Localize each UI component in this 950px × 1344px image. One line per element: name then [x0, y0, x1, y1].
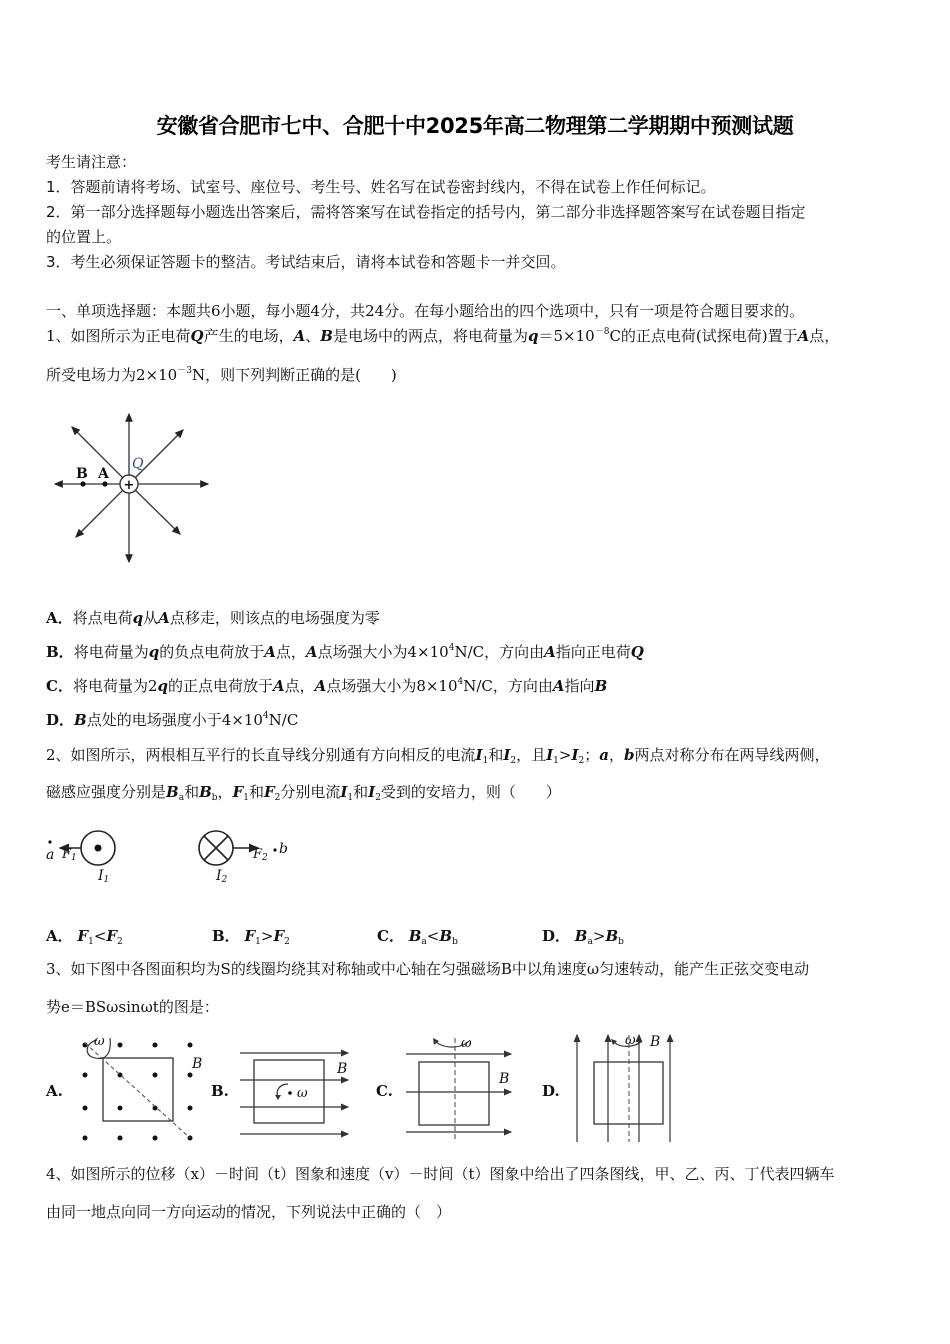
- q3-stem-line2: 势e＝BSωsinωt的图是：: [46, 998, 219, 1016]
- notice-item-1: 1．答题前请将考场、试室号、座位号、考生号、姓名写在试卷密封线内，不得在试卷上作任何标记。: [46, 178, 716, 196]
- svg-text:B: B: [337, 1061, 348, 1077]
- q4-stem-line2: 由同一地点向同一方向运动的情况，下列说法中正确的（ ）: [46, 1203, 452, 1221]
- q1-stem-line1: 1、如图所示为正电荷Q产生的电场，A、B是电场中的两点，将电荷量为$q=5\times 10^{-8}C$的正点电荷(试探电荷)置于A点，: [46, 327, 840, 345]
- svg-text:F2: F2: [253, 847, 268, 863]
- notice-heading: 考生请注意：: [46, 153, 137, 171]
- q3-figure-a: [75, 1035, 210, 1145]
- q3-figure-d: [570, 1032, 685, 1144]
- svg-text:I2: I2: [216, 868, 228, 885]
- q2-stem-line1: 2、如图所示，两根相互平行的长直导线分别通有方向相反的电流$I_1$和$I_2$，且$I_1>I_2$；a，b两点对称分布在两导线两侧，: [46, 746, 830, 766]
- svg-text:B: B: [650, 1034, 661, 1050]
- q2-option-a[interactable]: A． $F_1<F_2$: [46, 927, 123, 947]
- svg-text:ω: ω: [461, 1036, 472, 1051]
- q1-option-c[interactable]: C．将电荷量为2q的正点电荷放于A点，A点场强大小为$8\times 10^4N/C$，方向由A指向B: [46, 677, 608, 695]
- svg-text:ω: ω: [297, 1086, 308, 1101]
- section-heading: 一、单项选择题：本题共6小题，每小题4分，共24分。在每小题给出的四个选项中，只有一项是符合题目要求的。: [46, 302, 805, 320]
- notice-item-3: 3．考生必须保证答题卡的整洁。考试结束后，请将本试卷和答题卡一并交回。: [46, 253, 566, 271]
- point-b: [80, 481, 85, 486]
- q3-option-a[interactable]: A.: [46, 1082, 63, 1100]
- page-title: 安徽省合肥市七中、合肥十中2025年高二物理第二学期期中预测试题: [156, 114, 794, 138]
- q1-option-a[interactable]: A．将点电荷q从A点移走，则该点的电场强度为零: [46, 609, 380, 627]
- svg-text:ω: ω: [94, 1034, 105, 1049]
- svg-text:I1: I1: [98, 868, 110, 885]
- q3-option-b[interactable]: B.: [211, 1082, 229, 1100]
- point-a: [102, 481, 107, 486]
- q2-option-d[interactable]: D． $B_a>B_b$: [542, 927, 624, 947]
- label-q: Q: [132, 456, 144, 472]
- svg-text:B: B: [499, 1071, 510, 1087]
- charge-sign: +: [123, 478, 135, 493]
- notice-item-2-cont: 的位置上。: [46, 228, 122, 246]
- q3-option-d[interactable]: D.: [542, 1082, 560, 1100]
- q1-stem-line2: 所受电场力为$2\times 10^{-3}N$，则下列判断正确的是( ): [46, 366, 397, 384]
- q3-figure-b: [240, 1050, 355, 1145]
- q2-option-c[interactable]: C． $B_a<B_b$: [377, 927, 458, 947]
- svg-text:b: b: [279, 841, 288, 857]
- svg-text:B: B: [192, 1056, 203, 1072]
- svg-text:ω: ω: [625, 1033, 636, 1048]
- q1-option-d[interactable]: D．B点处的电场强度小于$4\times 10^4N/C$: [46, 711, 299, 729]
- svg-text:a: a: [46, 847, 55, 863]
- q4-stem-line1: 4、如图所示的位移（x）－时间（t）图象和速度（v）－时间（t）图象中给出了四条图线，甲、乙、丙、丁代表四辆车: [46, 1165, 835, 1183]
- q1-option-b[interactable]: B．将电荷量为q的负点电荷放于A点，A点场强大小为$4\times 10^4N/C$，方向由A指向正电荷Q: [46, 643, 644, 661]
- notice-item-2: 2．第一部分选择题每小题选出答案后，需将答案写在试卷指定的括号内，第二部分非选择题答案写在试卷题目指定: [46, 203, 806, 221]
- q3-option-c[interactable]: C.: [376, 1082, 393, 1100]
- q2-option-b[interactable]: B． $F_1>F_2$: [212, 927, 290, 947]
- label-a: A: [98, 466, 109, 482]
- svg-text:F1: F1: [62, 847, 77, 863]
- label-b: B: [76, 466, 88, 482]
- q1-field-diagram: [50, 412, 215, 572]
- q3-figure-c: [403, 1035, 518, 1145]
- q2-wires-diagram: [40, 818, 300, 888]
- q3-stem-line1: 3、如下图中各图面积均为S的线圈均绕其对称轴或中心轴在匀强磁场B中以角速度ω匀速转动，能产生正弦交变电动: [46, 960, 810, 978]
- q2-stem-line2: 磁感应强度分别是$B_a$和$B_b$，$F_1$和$F_2$分别电流$I_1$和$I_2$受到的安培力，则（ ）: [46, 783, 561, 803]
